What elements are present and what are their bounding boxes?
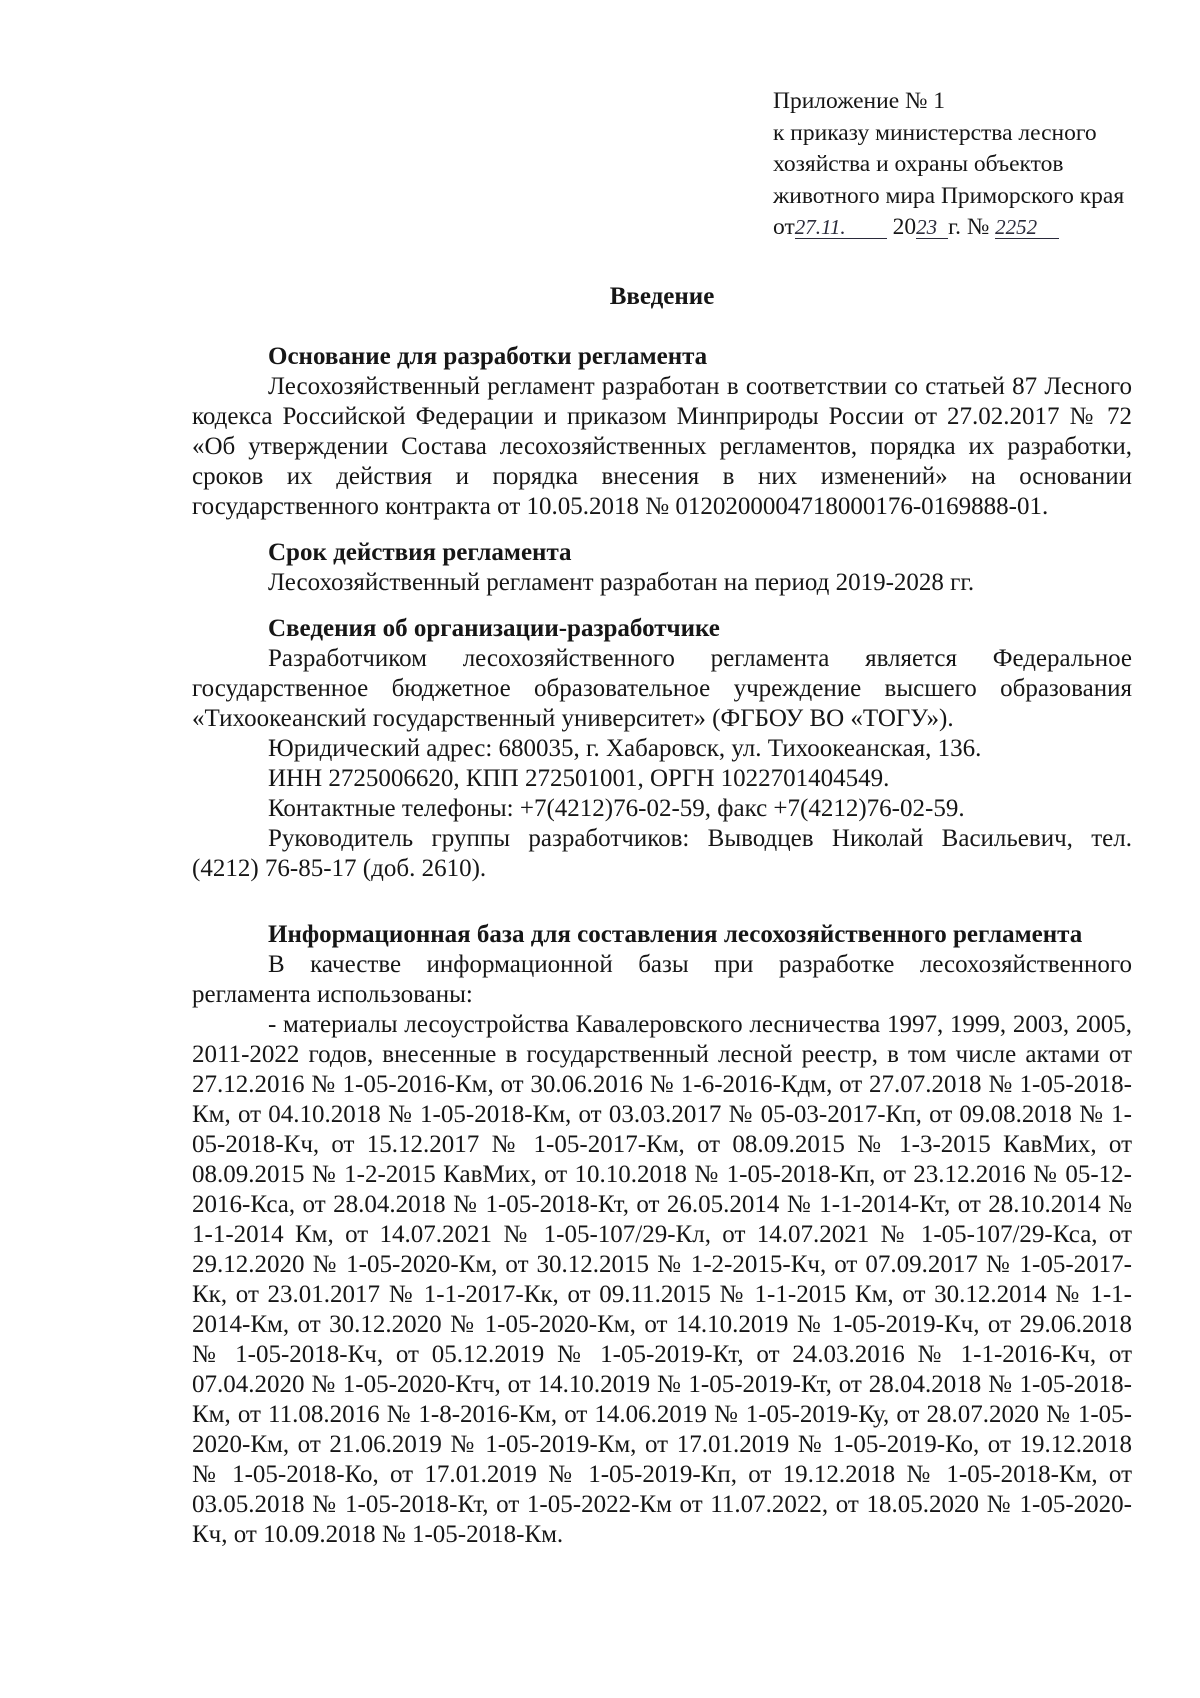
handwritten-year: 23 xyxy=(916,216,948,239)
order-line-2: хозяйства и охраны объектов xyxy=(773,151,1064,177)
info-base-intro: В качестве информационной базы при разработке лесохозяйственного регламента использованы: xyxy=(192,951,1132,1008)
order-line-3: животного мира Приморского края xyxy=(773,182,1125,209)
handwritten-number: 2252 xyxy=(995,216,1059,239)
developer-text: Разработчиком лесохозяйственного регламента является Федеральное государственное бюджетное образовательное учреждение высшего образования «Тихоокеанский государственный университет» (ФГБОУ ВО «ТОГУ»). xyxy=(192,645,1132,732)
developer-phones: Контактные телефоны: +7(4212)76-02-59, факс +7(4212)76-02-59. xyxy=(268,795,965,822)
term-text: Лесохозяйственный регламент разработан на период 2019-2028 гг. xyxy=(268,569,975,596)
handwritten-date: 27.11. xyxy=(795,216,887,239)
order-line-1: к приказу министерства лесного xyxy=(773,119,1097,146)
year-prefix: 20 xyxy=(892,214,917,240)
appendix-header xyxy=(773,86,1133,244)
date-prefix: от xyxy=(773,214,795,240)
document-body xyxy=(192,270,1132,1550)
developer-heading: Сведения об организации-разработчике xyxy=(268,615,720,642)
order-date-line xyxy=(773,212,1133,244)
info-base-heading: Информационная база для составления лесохозяйственного регламента xyxy=(268,921,1083,948)
developer-head: Руководитель группы разработчиков: Выводцев Николай Васильевич, тел. (4212) 76-85-17 (доб. 2610). xyxy=(192,825,1132,882)
page-title: Введение xyxy=(609,283,715,310)
appendix-number: Приложение № 1 xyxy=(773,88,946,114)
developer-ids: ИНН 2725006620, КПП 272501001, ОРГН 1022701404549. xyxy=(268,765,890,792)
info-base-materials: - материалы лесоустройства Кавалеровского лесничества 1997, 1999, 2003, 2005, 2011-2022 годов, внесенные в государственный лесной реестр, в том числе актами от 27.12.2016 № 1-05-2016-Км, от 30.06.2016 № 1-6-2016-Кдм, от 27.07.2018 № 1-05-2018-Км, от 04.10.2018 № 1-05-2018-Км, от 03.03.2017 № 05-03-2017-Кп, от 09.08.2018 № 1-05-2018-Кч, от 15.12.2017 № 1-05-2017-Км, от 08.09.2015 № 1-3-2015 КавМих, от 08.09.2015 № 1-2-2015 КавМих, от 10.10.2018 № 1-05-2018-Кп, от 23.12.2016 № 05-12-2016-Кса, от 28.04.2018 № 1-05-2018-Кт, от 26.05.2014 № 1-1-2014-Кт, от 28.10.2014 № 1-1-2014 Км, от 14.07.2021 № 1-05-107/29-Кл, от 14.07.2021 № 1-05-107/29-Кса, от 29.12.2020 № 1-05-2020-Км, от 30.12.2015 № 1-2-2015-Кч, от 07.09.2017 № 1-05-2017-Кк, от 23.01.2017 № 1-1-2017-Кк, от 09.11.2015 № 1-1-2015 Км, от 30.12.2014 № 1-1-2014-Км, от 30.12.2020 № 1-05-2020-Км, от 14.10.2019 № 1-05-2019-Кч, от 29.06.2018 № 1-05-2018-Кч, от 05.12.2019 № 1-05-2019-Кт, от 24.03.2016 № 1-1-2016-Кч, от 07.04.2020 № 1-05-2020-Ктч, от 14.10.2019 № 1-05-2019-Кт, от 28.04.2018 № 1-05-2018-Км, от 11.08.2016 № 1-8-2016-Км, от 14.06.2019 № 1-05-2019-Ку, от 28.07.2020 № 1-05-2020-Км, от 21.06.2019 № 1-05-2019-Км, от 17.01.2019 № 1-05-2019-Ко, от 19.12.2018 № 1-05-2018-Ко, от 17.01.2019 № 1-05-2019-Кп, от 19.12.2018 № 1-05-2018-Км, от 03.05.2018 № 1-05-2018-Кт, от 1-05-2022-Км от 11.07.2022, от 18.05.2020 № 1-05-2020-Кч, от 10.09.2018 № 1-05-2018-Км. xyxy=(192,1011,1132,1548)
number-prefix: г. № xyxy=(948,214,990,240)
developer-address: Юридический адрес: 680035, г. Хабаровск, ул. Тихоокеанская, 136. xyxy=(268,735,982,762)
term-heading: Срок действия регламента xyxy=(268,539,572,566)
basis-text: Лесохозяйственный регламент разработан в соответствии со статьей 87 Лесного кодекса Российской Федерации и приказом Минприроды России от 27.02.2017 № 72 «Об утверждении Состава лесохозяйственных регламентов, порядка их разработки, сроков их действия и порядка внесения в них изменений» на основании государственного контракта от 10.05.2018 № 0120200004718000176-0169888-01. xyxy=(192,373,1132,520)
basis-heading: Основание для разработки регламента xyxy=(268,343,708,370)
